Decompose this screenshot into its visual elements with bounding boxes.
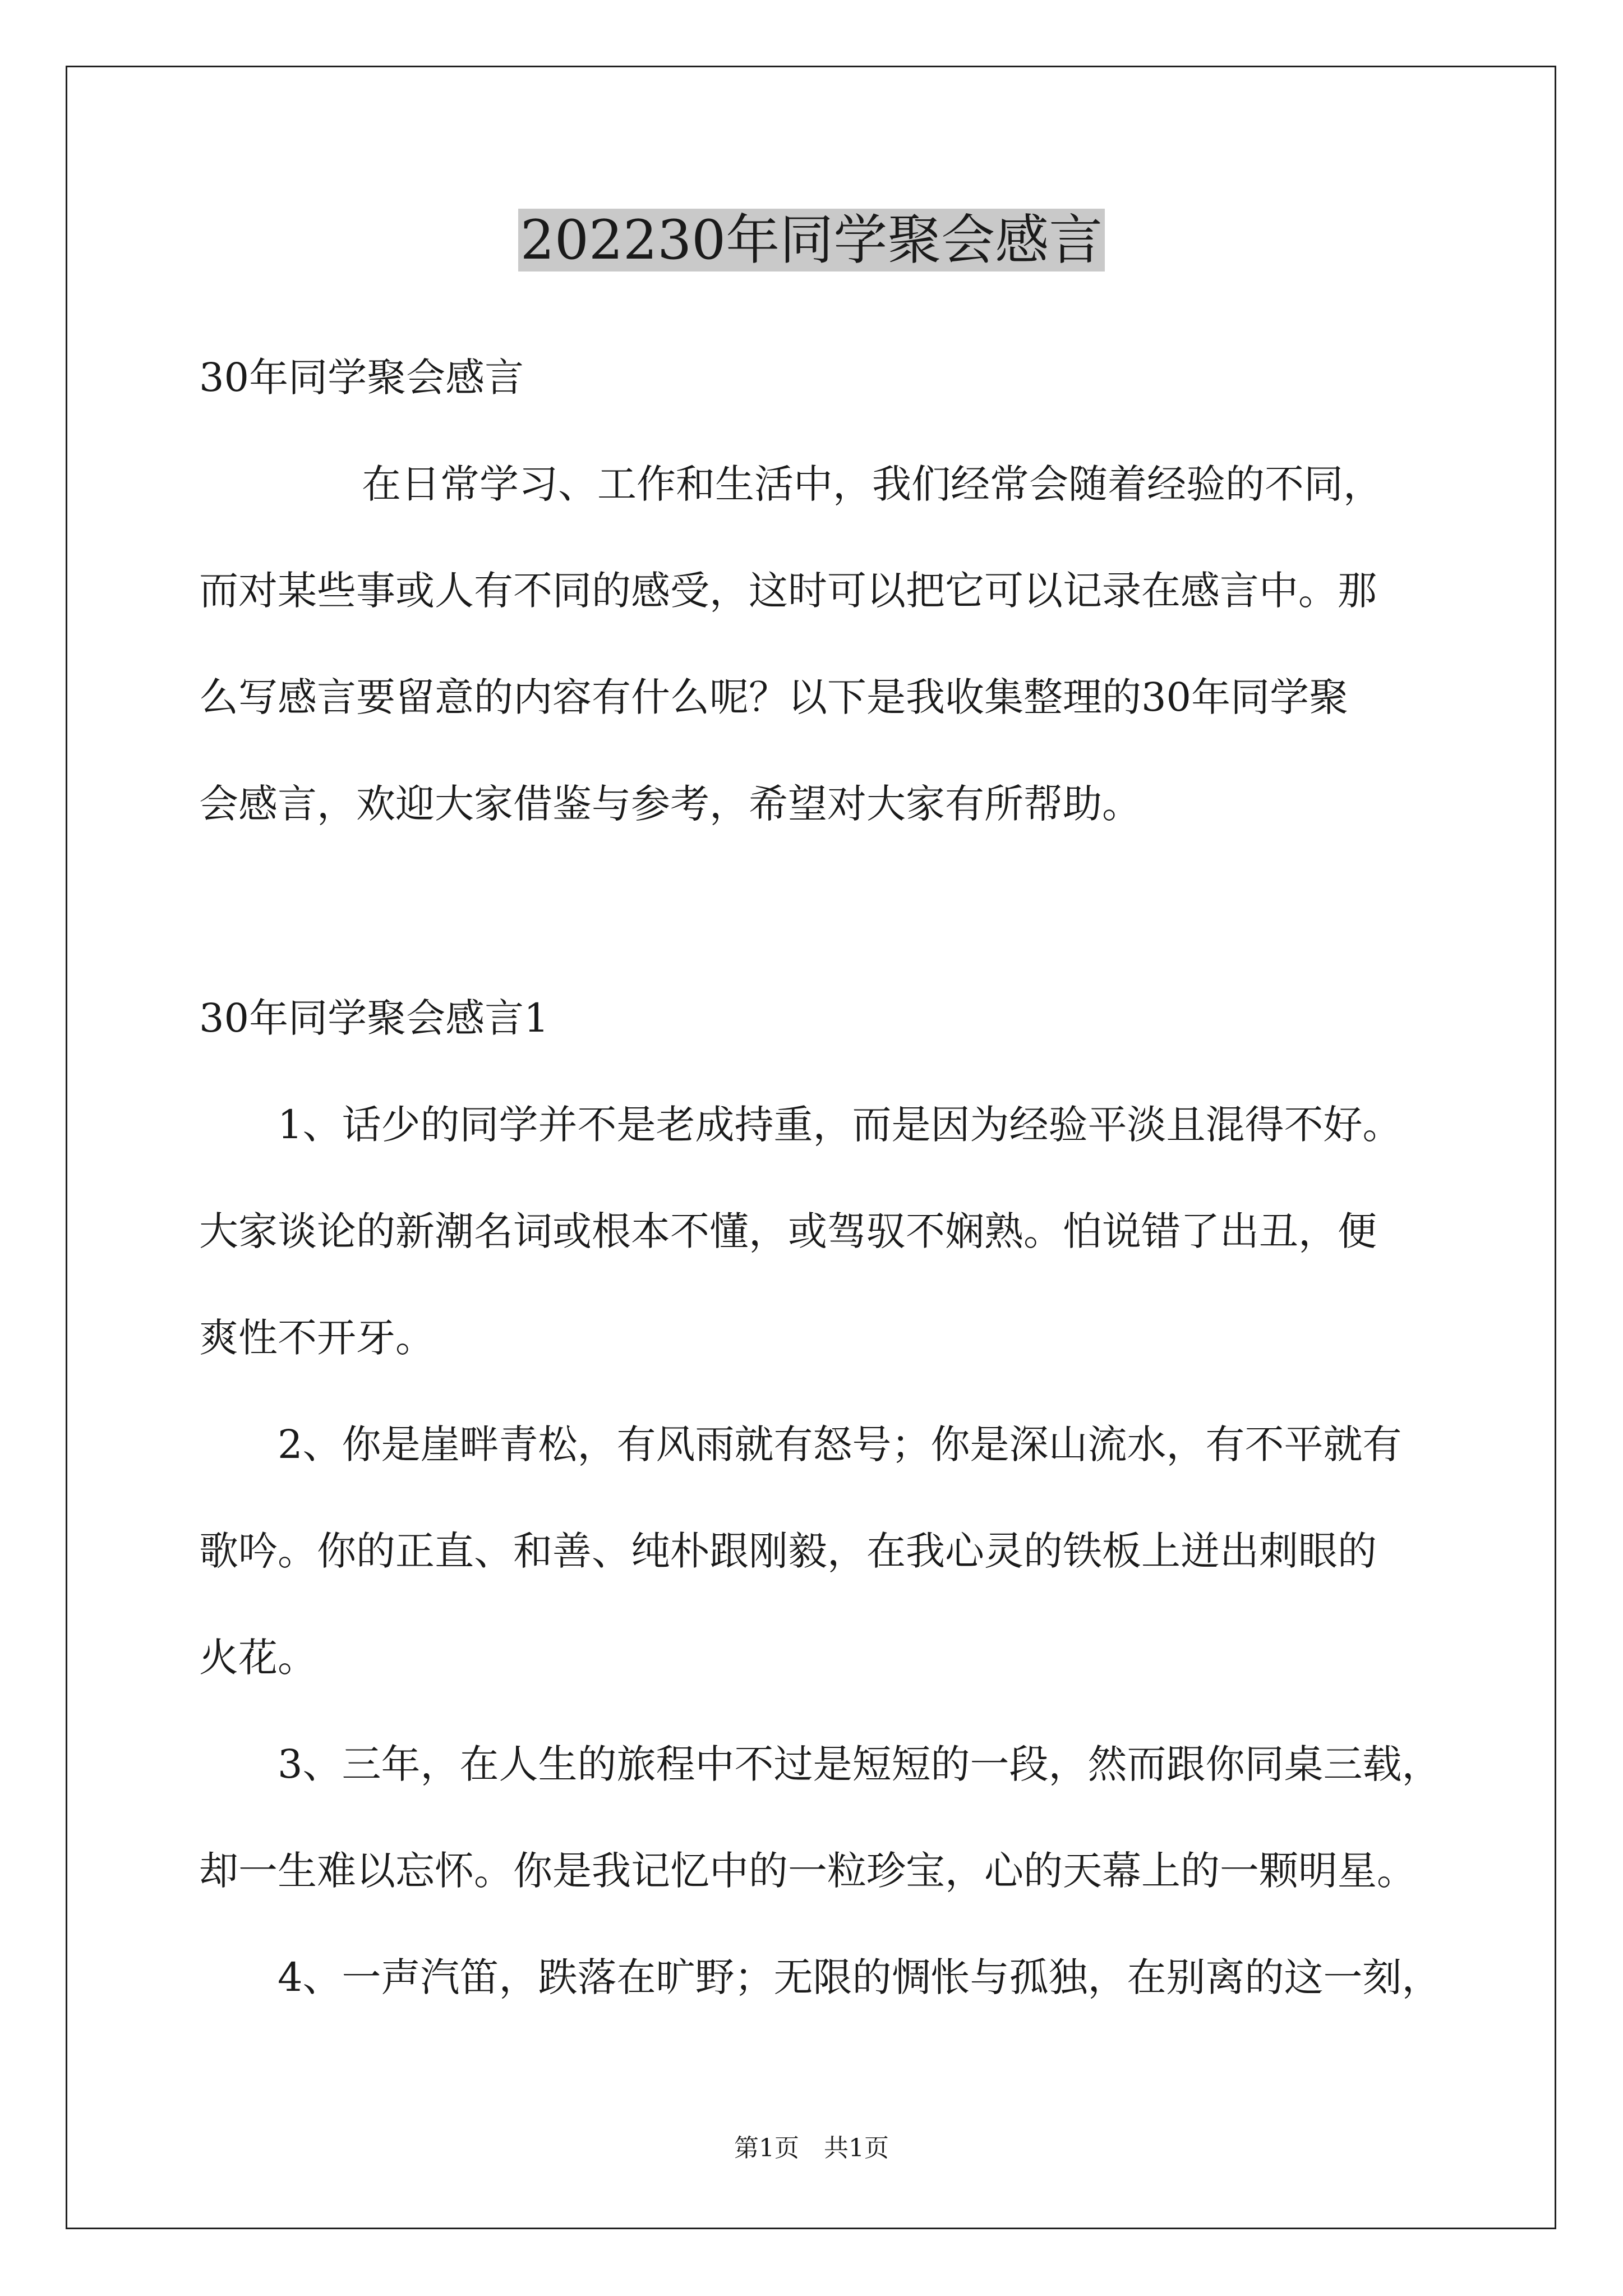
paragraph-line: 大家谈论的新潮名词或根本不懂，或驾驭不娴熟。怕说错了出丑，便 [199,1208,1377,1254]
paragraph-line: 1、话少的同学并不是老成持重，而是因为经验平淡且混得不好。 [278,1102,1402,1148]
document-title-text: 202230年同学聚会感言 [518,209,1105,272]
paragraph-line: 火花。 [199,1635,317,1681]
section-heading: 30年同学聚会感言1 [199,995,549,1041]
paragraph-line: 4、一声汽笛，跌落在旷野；无限的惆怅与孤独，在别离的这一刻， [278,1954,1441,2000]
paragraph-line: 歌吟。你的正直、和善、纯朴跟刚毅，在我心灵的铁板上迸出刺眼的 [199,1528,1377,1574]
paragraph-line: 3、三年，在人生的旅程中不过是短短的一段，然而跟你同桌三载， [278,1741,1441,1787]
paragraph-line: 而对某些事或人有不同的感受，这时可以把它可以记录在感言中。那 [199,568,1377,614]
page-footer: 第1页 共1页 [734,2134,889,2162]
paragraph-line: 会感言，欢迎大家借鉴与参考，希望对大家有所帮助。 [199,781,1141,827]
paragraph-line: 却一生难以忘怀。你是我记忆中的一粒珍宝，心的天幕上的一颗明星。 [199,1848,1416,1894]
document-subtitle: 30年同学聚会感言 [199,355,524,401]
paragraph-line: 么写感言要留意的内容有什么呢？以下是我收集整理的30年同学聚 [199,674,1349,720]
paragraph-line: 爽性不开牙。 [199,1315,435,1361]
paragraph-line: 2、你是崖畔青松，有风雨就有怒号；你是深山流水，有不平就有 [278,1421,1402,1467]
paragraph-line: 在日常学习、工作和生活中，我们经常会随着经验的不同， [362,461,1382,507]
document-title [0,204,1623,277]
